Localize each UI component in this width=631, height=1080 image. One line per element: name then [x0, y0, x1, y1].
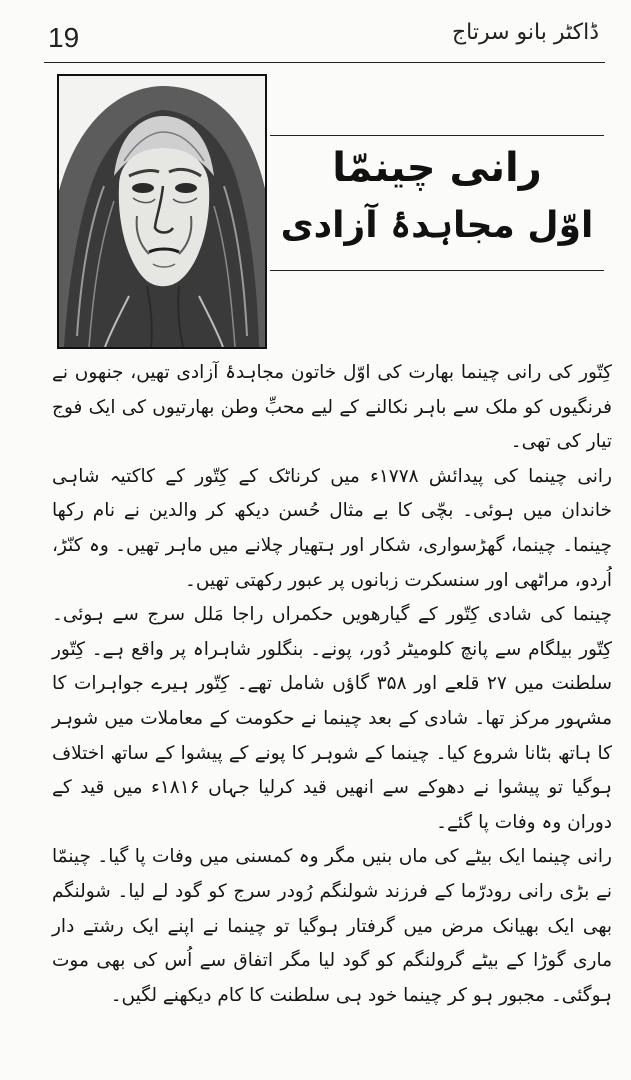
- title-bottom-rule: [270, 270, 604, 271]
- page-number: 19: [48, 22, 80, 53]
- paragraph: رانی چینما کی پیدائش ۱۷۷۸ء میں کرناٹک کے کِتّور کے کاکتیہ شاہی خاندان میں ہوئی۔ بچّی کا بے مثال حُسن دیکھ کر والدین نے نام رکھا چینما۔ چینما، گھڑسواری، شکار اور ہتھیار چلانے میں ماہر تھیں۔ وہ کنّڑ، اُردو، مراٹھی اور سنسکرت زبانوں پر عبور رکھتی تھیں۔: [52, 465, 612, 591]
- paragraph: رانی چینما ایک بیٹے کی ماں بنیں مگر وہ کمسنی میں وفات پا گیا۔ چینمّا نے بڑی رانی رودرّما کے فرزند شولنگم رُودر سرج کو گود لے لیا۔ شولنگم بھی ایک بھیانک مرض میں گرفتار ہوگیا تو چینما نے اپنے ایک رشتے دار ماری گوڑا کے بیٹے گرولنگم کو گود لیا مگر اتفاق سے اُس کی بھی موت ہوگئی۔ مجبور ہو کر چینما خود ہی سلطنت کا کام دیکھنے لگیں۔: [52, 846, 612, 1006]
- paragraph: چینما کی شادی کِتّور کے گیارھویں حکمراں راجا مَلل سرج سے ہوئی۔ کِتّور بیلگام سے پانچ کلومیٹر دُور، پونے۔ بنگلور شاہراہ پر واقع ہے۔ کِتّور سلطنت میں ۲۷ قلعے اور ۳۵۸ گاؤں شامل تھے۔ کِتّور ہیرے جواہرات کا مشہور مرکز تھا۔ شادی کے بعد چینما نے حکومت کے معاملات میں شوہر کا ہاتھ بٹانا شروع کیا۔ چینما کے شوہر کا پونے کے پیشوا کے ساتھ اختلاف ہوگیا تو پیشوا نے دھوکے سے انھیں قید کرلیا جہاں ۱۸۱۶ء میں قید کے دوران وہ وفات پا گئے۔: [52, 604, 613, 833]
- header-divider: [44, 62, 605, 63]
- article-subtitle: اوّل مجاہدۂ آزادی: [280, 205, 594, 246]
- woman-portrait-sketch-icon: [59, 76, 265, 347]
- title-top-rule: [270, 135, 604, 136]
- portrait-image: [57, 74, 267, 349]
- running-header-author: ڈاکٹر بانو سرتاج: [451, 20, 599, 45]
- article-body: [52, 356, 612, 1013]
- article-title: رانی چینمّا: [332, 145, 542, 191]
- paragraph: کِتّور کی رانی چینما بھارت کی اوّل خاتون مجاہدۂ آزادی تھیں، جنھوں نے فرنگیوں کو ملک سے باہر نکالنے کے لیے محبِّ وطن بھارتیوں کی ایک فوج تیار کی تھی۔: [52, 362, 612, 453]
